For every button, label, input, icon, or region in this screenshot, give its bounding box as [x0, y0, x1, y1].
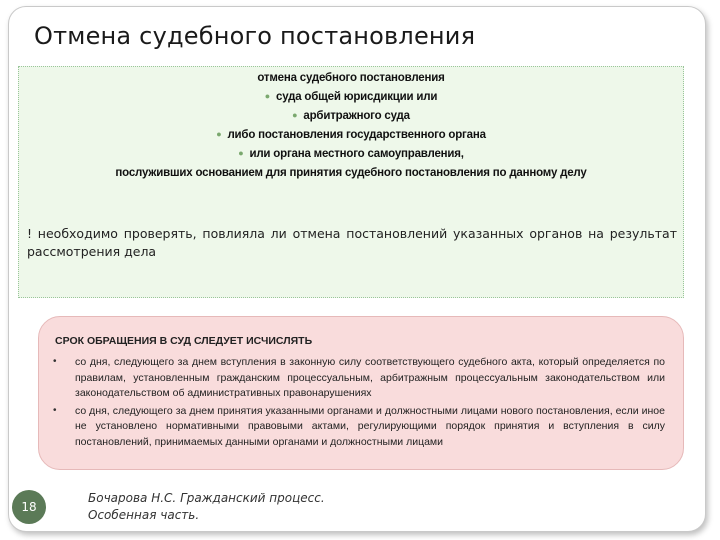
- bullet-icon: •: [53, 356, 57, 367]
- green-line-text: арбитражного суда: [303, 110, 410, 122]
- green-line-text: отмена судебного постановления: [257, 72, 445, 84]
- green-line-text: либо постановления государственного органа: [227, 129, 486, 141]
- pink-list-item: [53, 404, 665, 451]
- green-line: [19, 88, 683, 107]
- bullet-icon: ●: [292, 110, 298, 120]
- page-number-badge: 18: [12, 490, 46, 524]
- green-line-text: суда общей юрисдикции или: [276, 91, 438, 103]
- bullet-icon: ●: [264, 91, 271, 101]
- green-line: [19, 107, 683, 126]
- green-line: [19, 145, 683, 164]
- pink-term-block: [38, 316, 684, 470]
- green-info-block: [18, 66, 684, 298]
- pink-item-text: со дня, следующего за днем вступления в законную силу соответствующего судебного акта, который определяется по правилам, установленным гражданским процессуальным, арбитражным процессуальным законодательством или законодательством об административных правонарушениях: [75, 356, 665, 399]
- author-line-2: Особенная часть.: [88, 508, 200, 522]
- pink-item-list: [53, 355, 665, 452]
- pink-item-text: со дня, следующего за днем принятия указанными органами и должностными лицами нового постановления, если иное не установлено нормативными правовыми актами, регулирующими порядок принятия и вступления в силу постановлений, принимаемых данными органами и должностными лицами: [75, 404, 665, 448]
- pink-heading: СРОК ОБРАЩЕНИЯ В СУД СЛЕДУЕТ ИСЧИСЛЯТЬ: [55, 335, 313, 347]
- bullet-icon: ●: [216, 129, 222, 139]
- green-line: [19, 164, 683, 183]
- note-text: ! необходимо проверять, повлияла ли отмена постановлений указанных органов на результат рассмотрения дела: [27, 226, 677, 259]
- author-line-1: Бочарова Н.С. Гражданский процесс.: [88, 491, 325, 505]
- author-caption: [88, 490, 325, 524]
- pink-list-item: [53, 355, 665, 402]
- green-line-list: [19, 69, 683, 183]
- bullet-icon: ●: [238, 148, 244, 158]
- green-line-text: или органа местного самоуправления,: [249, 148, 464, 160]
- bullet-icon: •: [53, 404, 57, 416]
- green-line-text: послуживших основанием для принятия судебного постановления по данному делу: [115, 167, 587, 179]
- slide-title: Отмена судебного постановления: [34, 22, 476, 50]
- green-line: [19, 126, 683, 145]
- green-line: [19, 69, 683, 88]
